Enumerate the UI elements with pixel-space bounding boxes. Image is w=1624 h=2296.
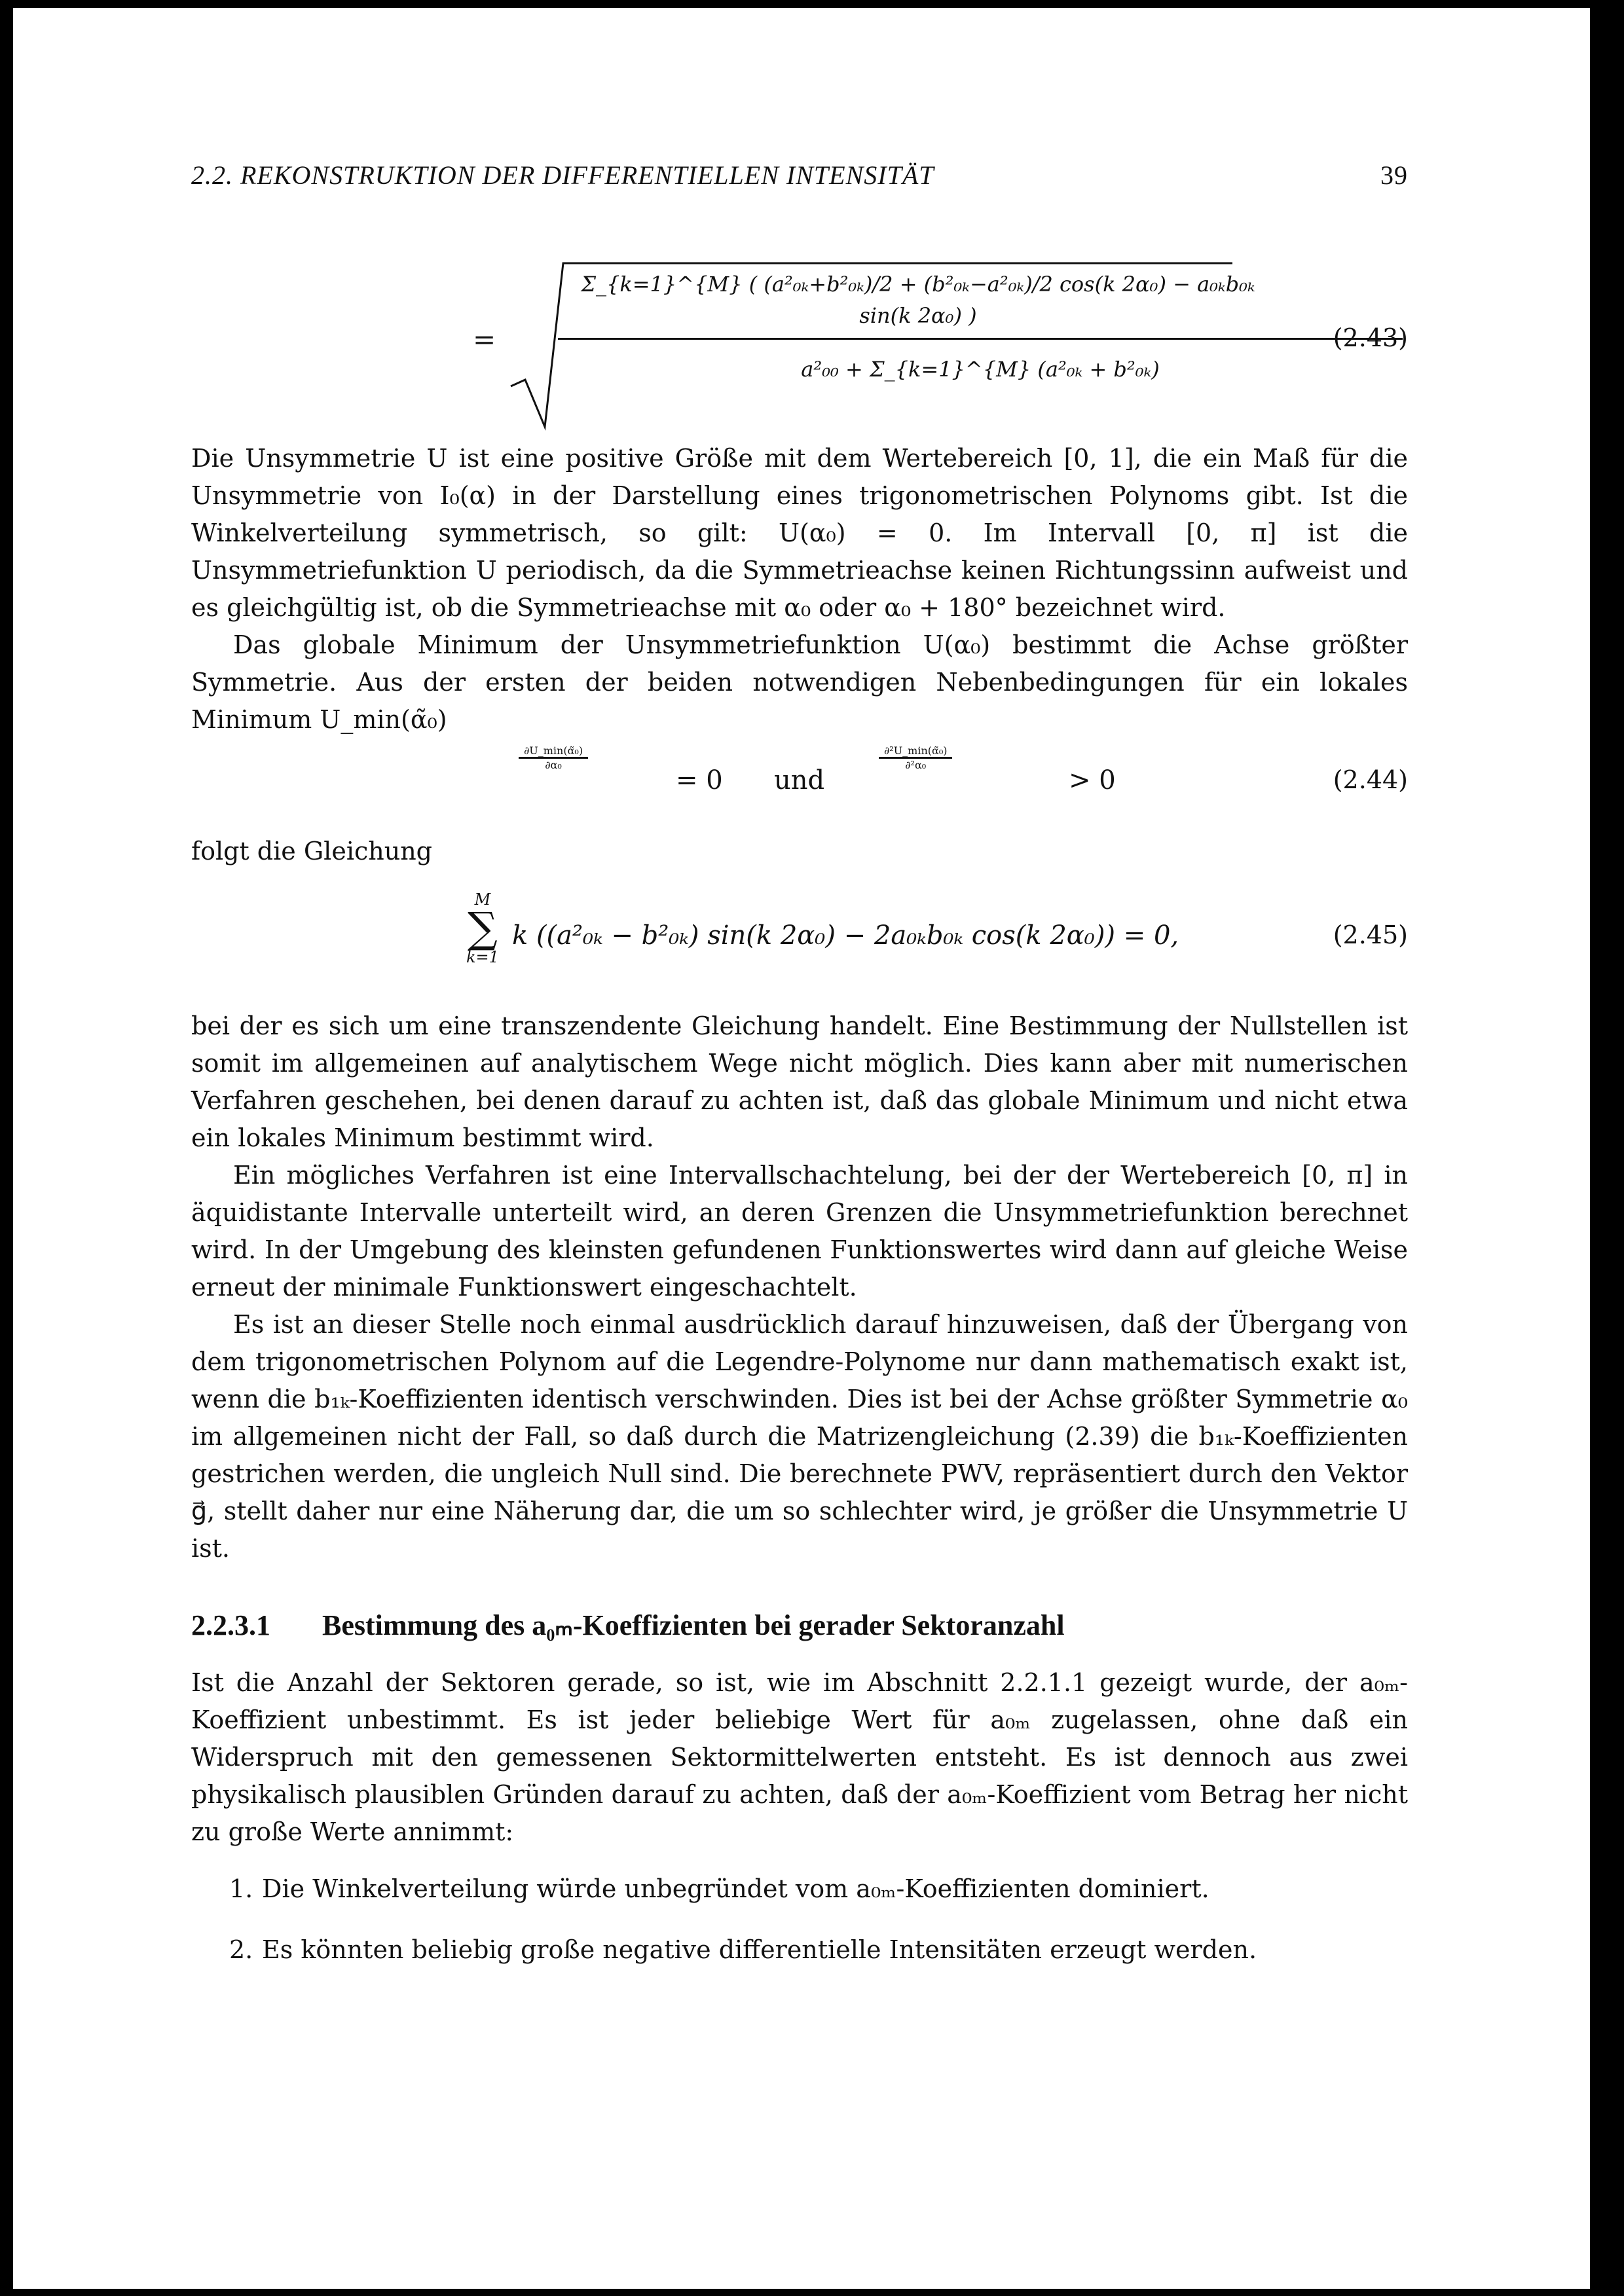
equation-expression: k ((a²₀ₖ − b²₀ₖ) sin(k 2α₀) − 2a₀ₖb₀ₖ cos(k 2α₀)) = 0, (512, 920, 1179, 951)
paragraph-folgt: folgt die Gleichung (191, 837, 432, 866)
second-derivative-numerator: ∂²U_min(α̃₀) (884, 744, 948, 757)
list-item-text: Die Winkelverteilung würde unbegründet vom a₀ₘ-Koeffizienten dominiert. (262, 1874, 1209, 1903)
first-condition-relation: = 0 (676, 765, 723, 795)
document-page (13, 8, 1590, 2289)
equation-2-43 (191, 255, 1408, 432)
section-number: 2.2.3.1 (191, 1609, 270, 1641)
page-number: 39 (1380, 160, 1408, 190)
first-derivative-fraction (519, 744, 588, 771)
equation-2-45 (191, 892, 1408, 990)
list-item-text: Es könnten beliebig große negative differentielle Intensitäten erzeugt werden. (262, 1935, 1257, 1964)
first-derivative-denominator: ∂α₀ (545, 759, 562, 771)
equation-number: (2.44) (1333, 765, 1408, 794)
list-item (229, 1931, 1408, 1969)
header-section-title: 2.2. REKONSTRUKTION DER DIFFERENTIELLEN INTENSITÄT (191, 160, 934, 190)
second-derivative-fraction (879, 744, 952, 771)
list-marker: 2. (229, 1935, 253, 1964)
sqrt-denominator: a²₀₀ + Σ_{k=1}^{M} (a²₀ₖ + b²₀ₖ) (801, 357, 1160, 382)
paragraph-sektoranzahl: Ist die Anzahl der Sektoren gerade, so ist, wie im Abschnitt 2.2.1.1 gezeigt wurde, der a₀ₘ-Koeffizient unbestimmt. Es ist jeder beliebige Wert für a₀ₘ zugelassen, ohne daß ein Widerspruch mit den gemessenen Sektormittelwerten entsteht. Es ist dennoch aus zwei physikalisch plausiblen Gründen darauf zu achten, daß der a₀ₘ-Koeffizient vom Betrag her nicht zu große Werte annimmt: (191, 1668, 1408, 1846)
running-header (191, 160, 1408, 191)
sqrt-numerator: Σ_{k=1}^{M} ( (a²₀ₖ+b²₀ₖ)/2 + (b²₀ₖ−a²₀ₖ)/2 cos(k 2α₀) − a₀ₖb₀ₖ sin(k 2α₀) ) (581, 272, 1255, 328)
fraction-bar (558, 338, 1403, 340)
reasons-list (229, 1870, 1408, 1969)
second-condition-relation: > 0 (1069, 765, 1116, 795)
sum-lower-limit: k=1 (466, 948, 499, 966)
paragraph-legendre: Es ist an dieser Stelle noch einmal ausdrücklich darauf hinzuweisen, daß der Übergang von dem trigonometrischen Polynom auf die Legendre-Polynome nur dann mathematisch exakt ist, wenn die b₁ₖ-Koeffizienten identisch verschwinden. Dies ist bei der Achse größter Symmetrie α₀ im allgemeinen nicht der Fall, so daß durch die Matrizengleichung (2.39) die b₁ₖ-Koeffizienten gestrichen werden, die ungleich Null sind. Die berechnete PWV, repräsentiert durch den Vektor g⃗, stellt daher nur eine Näherung dar, die um so schlechter wird, je größer die Unsymmetrie U ist. (191, 1310, 1408, 1563)
equation-number: (2.43) (1333, 323, 1408, 352)
paragraph-unsymmetrie: Die Unsymmetrie U ist eine positive Größe mit dem Wertebereich [0, 1], die ein Maß für die Unsymmetrie von I₀(α) in der Darstellung eines trigonometrischen Polynoms gibt. Ist die Winkelverteilung symmetrisch, so gilt: U(α₀) = 0. Im Intervall [0, π] ist die Unsymmetriefunktion U periodisch, da die Symmetrieachse keinen Richtungssinn aufweist und es gleichgültig ist, ob die Symmetrieachse mit α₀ oder α₀ + 180° bezeichnet wird. (191, 444, 1408, 622)
summation-sign: M ∑ k=1 (466, 890, 499, 966)
paragraph-intervallschachtelung: Ein mögliches Verfahren ist eine Intervallschachtelung, bei der der Wertebereich [0, π] in äquidistante Intervalle unterteilt wird, an deren Grenzen die Unsymmetriefunktion berechnet wird. In der Umgebung des kleinsten gefundenen Funktionswertes wird dann auf gleiche Weise erneut der minimale Funktionswert eingeschachtelt. (191, 1161, 1408, 1302)
sum-upper-limit: M (474, 890, 491, 909)
equation-2-44 (191, 744, 1408, 823)
list-item (229, 1870, 1408, 1908)
equation-number: (2.45) (1333, 920, 1408, 949)
list-marker: 1. (229, 1874, 253, 1903)
connector-und: und (774, 765, 825, 795)
section-heading (191, 1609, 1408, 1642)
section-title: Bestimmung des a₀ₘ-Koeffizienten bei gerader Sektoranzahl (322, 1609, 1065, 1641)
paragraph-globales-minimum: Das globale Minimum der Unsymmetriefunktion U(α₀) bestimmt die Achse größter Symmetrie. Aus der ersten der beiden notwendigen Nebenbedingungen für ein lokales Minimum U_min(α̃₀) (191, 630, 1408, 734)
first-derivative-numerator: ∂U_min(α̃₀) (524, 744, 583, 757)
second-derivative-denominator: ∂²α₀ (905, 759, 927, 771)
equals-sign: = (473, 323, 496, 355)
paragraph-transzendent: bei der es sich um eine transzendente Gleichung handelt. Eine Bestimmung der Nullstellen ist somit im allgemeinen auf analytischem Wege nicht möglich. Dies kann aber mit numerischen Verfahren geschehen, bei denen darauf zu achten ist, daß das globale Minimum und nicht etwa ein lokales Minimum bestimmt wird. (191, 1011, 1408, 1152)
